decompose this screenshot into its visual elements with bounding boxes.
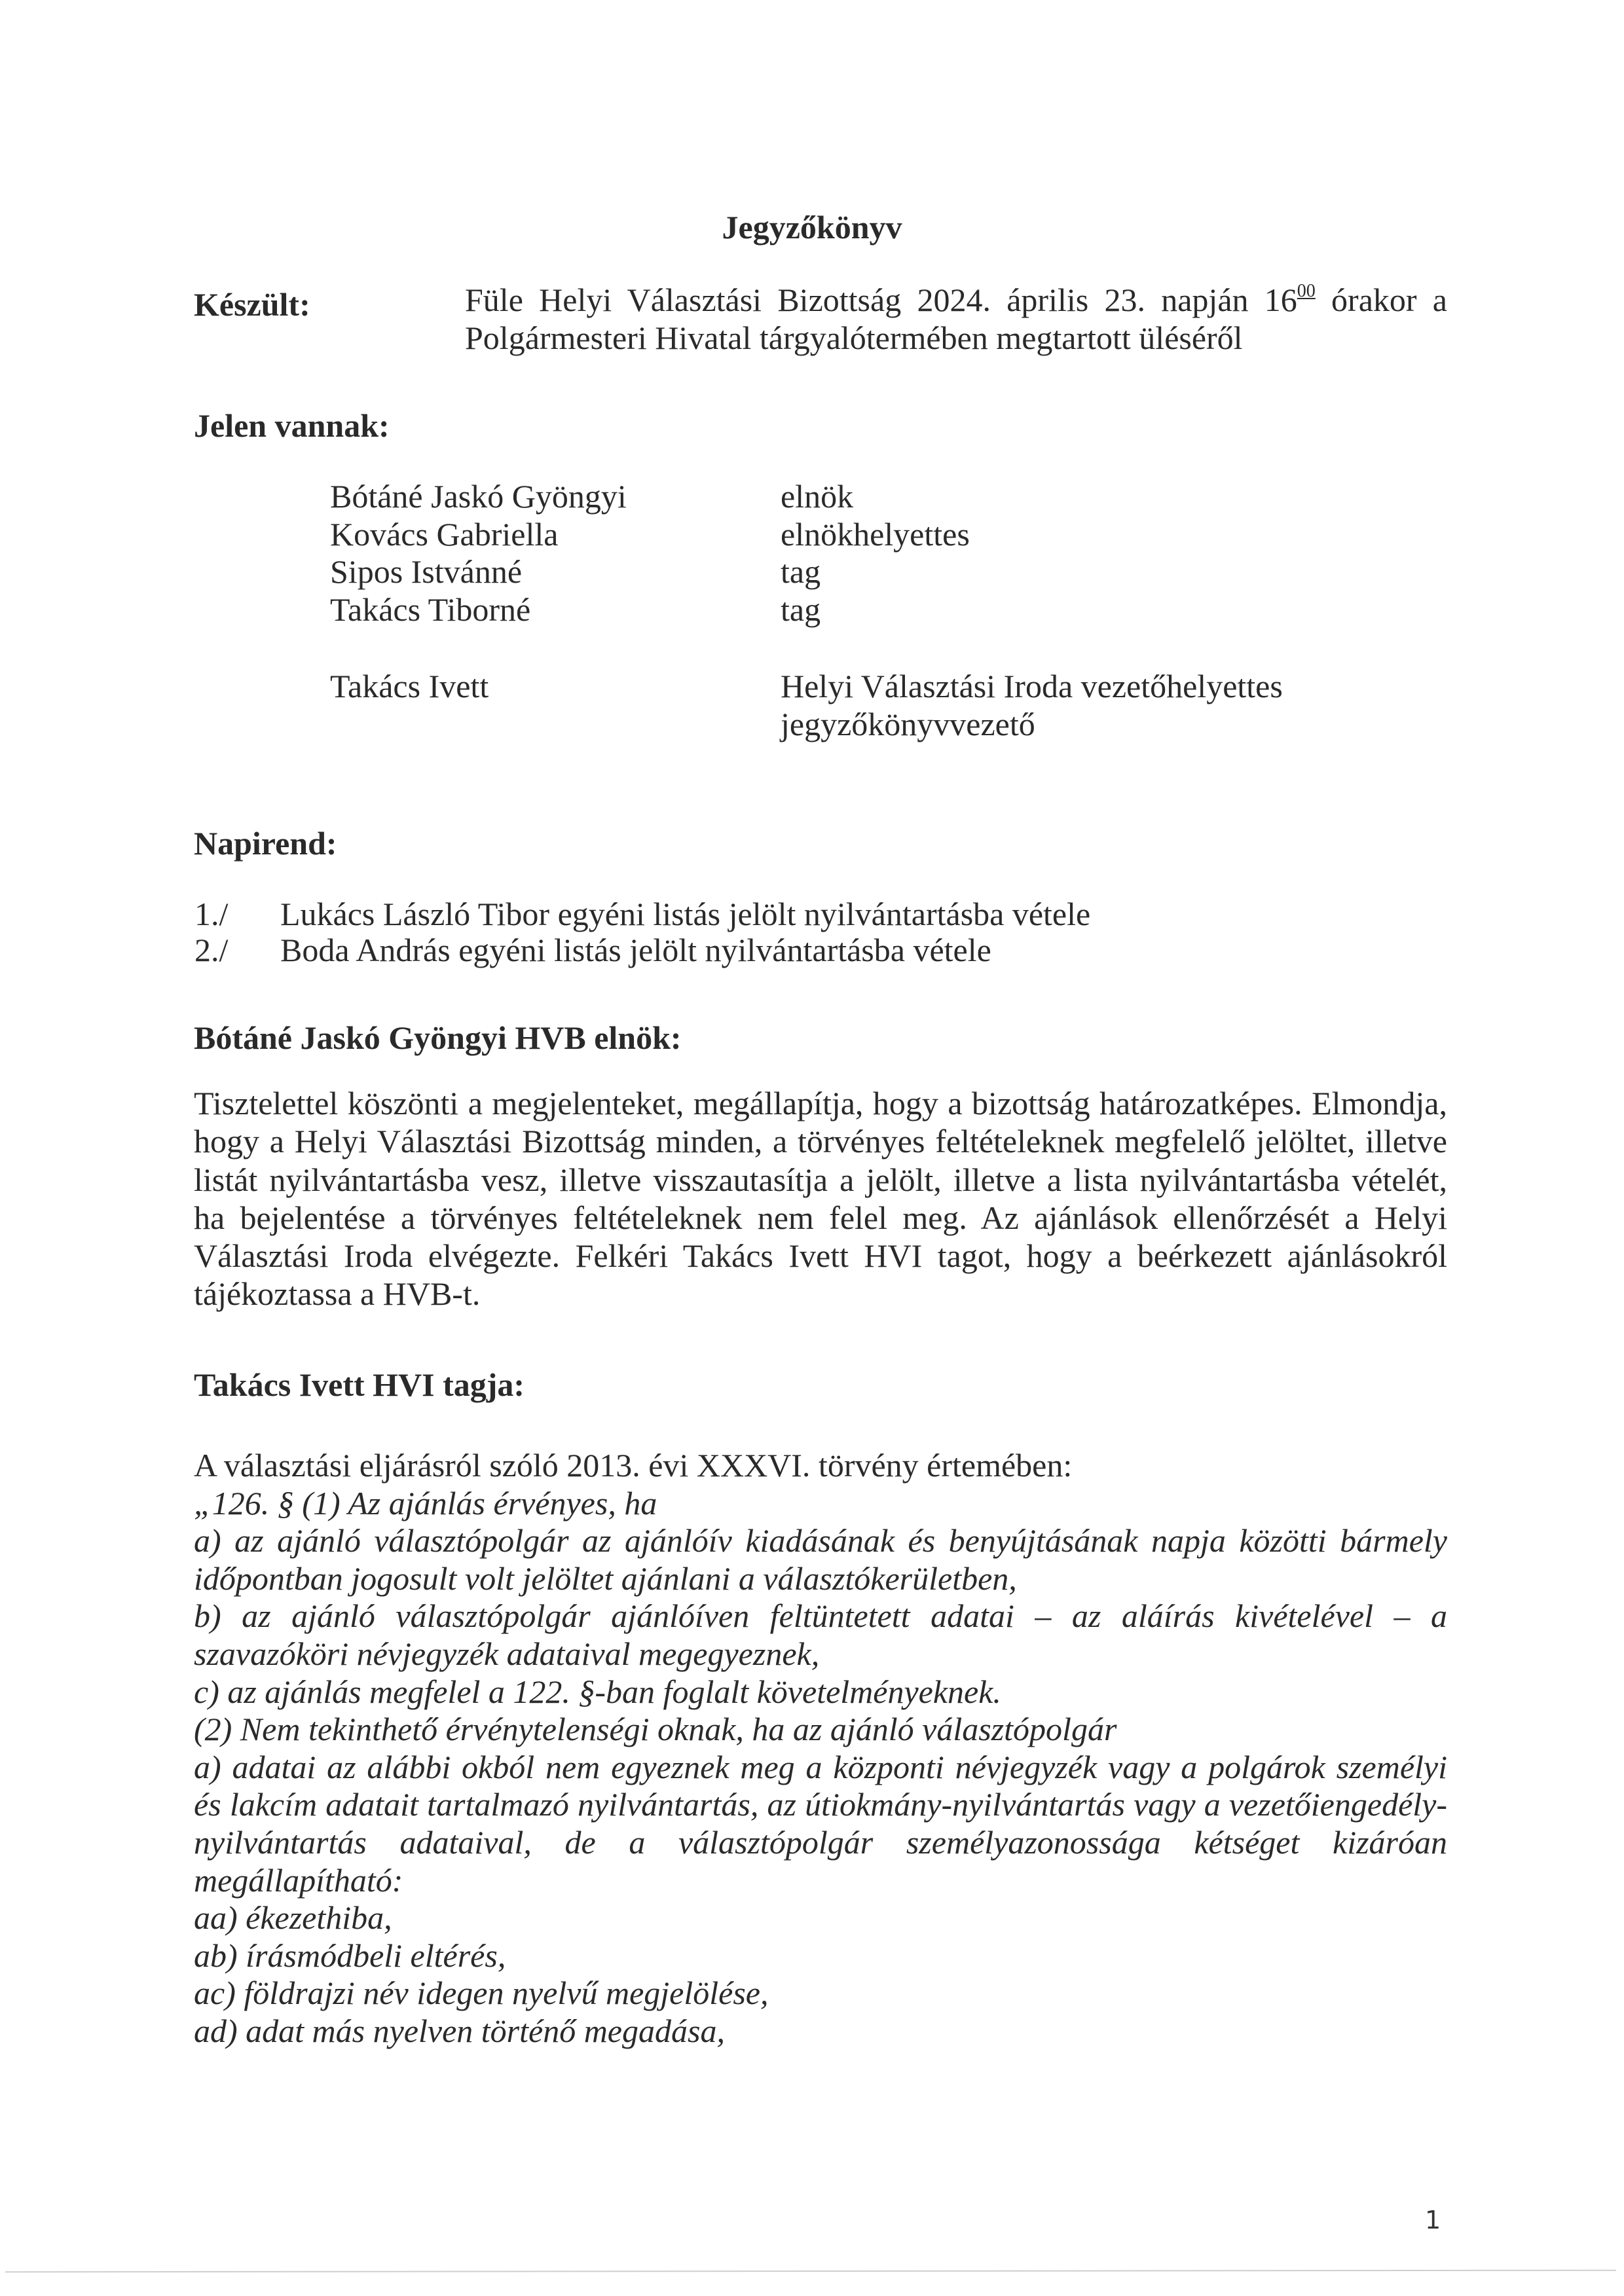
- agenda-item-number: 1./: [194, 896, 229, 932]
- law-line: c) az ajánlás megfelel a 122. §-ban foglalt követelményeknek.: [194, 1673, 1001, 1710]
- prepared-line-2: Polgármesteri Hivatal tárgyalótermében megtartott üléséről: [465, 319, 1243, 356]
- agenda-item: [194, 932, 1090, 968]
- office-attendee-row: [330, 668, 1443, 706]
- attendee-row: [330, 516, 1443, 554]
- attendee-role: elnökhelyettes: [781, 515, 970, 553]
- paragraph-line: tájékoztassa a HVB-t.: [194, 1275, 481, 1313]
- law-quote: [194, 1447, 1447, 2050]
- document-title: Jegyzőkönyv: [722, 209, 902, 246]
- agenda-list: [194, 896, 1090, 968]
- prepared-date-text: Füle Helyi Választási Bizottság 2024. április 23. napján 16: [465, 282, 1297, 318]
- time-superscript: 00: [1297, 281, 1316, 301]
- law-line: ab) írásmódbeli eltérés,: [194, 1937, 506, 1974]
- prepared-label: Készült:: [194, 286, 310, 323]
- attendee-role: tag: [781, 591, 821, 628]
- attendee-name: Takács Tiborné: [330, 591, 531, 628]
- law-line: időpontban jogosult volt jelöltet ajánlani a választókerületben,: [194, 1559, 1017, 1597]
- law-line: ac) földrajzi név idegen nyelvű megjelölése,: [194, 1975, 769, 2012]
- law-line: nyilvántartás adataival, de a választópolgár személyazonossága kétséget kizáróan: [194, 1823, 1447, 1861]
- paragraph-line: ha bejelentése a törvényes feltételeknek nem felel meg. Az ajánlások ellenőrzését a Helyi: [194, 1199, 1447, 1236]
- agenda-item-text: Boda András egyéni listás jelölt nyilvántartásba vétele: [280, 932, 991, 968]
- empty-cell: [330, 706, 781, 744]
- page-bottom-edge: [5, 2270, 1616, 2273]
- prepared-text: [465, 281, 1447, 357]
- agenda-item-text: Lukács László Tibor egyéni listás jelölt nyilvántartásba vétele: [280, 896, 1091, 932]
- law-line: ad) adat más nyelven történő megadása,: [194, 2012, 725, 2049]
- attendee-role: Helyi Választási Iroda vezetőhelyettes: [781, 668, 1283, 704]
- attendee-name: Sipos Istvánné: [330, 553, 523, 590]
- present-label: Jelen vannak:: [194, 407, 390, 444]
- law-line: „126. § (1) Az ajánlás érvényes, ha: [194, 1484, 657, 1522]
- chair-paragraph: [194, 1084, 1447, 1313]
- attendee-name: Takács Ivett: [330, 668, 489, 704]
- attendee-name: Kovács Gabriella: [330, 515, 559, 553]
- agenda-label: Napirend:: [194, 825, 337, 862]
- spacer: [330, 629, 1443, 668]
- law-line: aa) ékezethiba,: [194, 1899, 392, 1937]
- law-line: b) az ajánló választópolgár ajánlóíven feltüntetett adatai – az aláírás kivételével – a: [194, 1597, 1447, 1635]
- agenda-item-number: 2./: [194, 932, 229, 968]
- law-line: (2) Nem tekinthető érvénytelenségi oknak, ha az ajánló választópolgár: [194, 1711, 1117, 1748]
- law-intro: A választási eljárásról szóló 2013. évi XXXVI. törvény értemében:: [194, 1447, 1073, 1484]
- chair-section-heading: Bótáné Jaskó Gyöngyi HVB elnök:: [194, 1019, 682, 1056]
- page-number: 1: [1425, 2206, 1441, 2234]
- attendee-role-cont: jegyzőkönyvvezető: [781, 705, 1035, 742]
- paragraph-line: hogy a Helyi Választási Bizottság minden, a törvényes feltételeknek megfelelő jelöltet, illetve: [194, 1123, 1447, 1160]
- law-line: megállapítható:: [194, 1861, 403, 1899]
- attendee-role: tag: [781, 553, 821, 590]
- prepared-time-suffix: órakor a: [1315, 282, 1447, 318]
- office-section-heading: Takács Ivett HVI tagja:: [194, 1366, 525, 1403]
- office-attendee-row-cont: [330, 706, 1443, 744]
- attendee-list: [330, 478, 1443, 743]
- law-line: a) adatai az alábbi okból nem egyeznek meg a központi névjegyzék vagy a polgárok személyi: [194, 1748, 1447, 1785]
- attendee-row: [330, 553, 1443, 591]
- law-line: szavazóköri névjegyzék adataival megegyeznek,: [194, 1635, 820, 1672]
- paragraph-line: Választási Iroda elvégezte. Felkéri Takács Ivett HVI tagot, hogy a beérkezett ajánlásokról: [194, 1237, 1447, 1275]
- paragraph-line: listát nyilvántartásba vesz, illetve visszautasítja a jelölt, illetve a lista nyilvántartásba vételét,: [194, 1161, 1447, 1198]
- attendee-row: [330, 478, 1443, 516]
- attendee-role: elnök: [781, 478, 854, 515]
- attendee-name: Bótáné Jaskó Gyöngyi: [330, 478, 627, 515]
- paragraph-line: Tisztelettel köszönti a megjelenteket, megállapítja, hogy a bizottság határozatképes. Elmondja,: [194, 1085, 1447, 1121]
- law-line: és lakcím adatait tartalmazó nyilvántartás, az útiokmány-nyilvántartás vagy a vezetőiengedély-: [194, 1786, 1447, 1823]
- agenda-item: [194, 896, 1090, 932]
- attendee-row: [330, 591, 1443, 629]
- prepared-line-1: [465, 281, 1447, 319]
- law-line: a) az ajánló választópolgár az ajánlóív kiadásának és benyújtásának napja közötti bármely: [194, 1522, 1447, 1559]
